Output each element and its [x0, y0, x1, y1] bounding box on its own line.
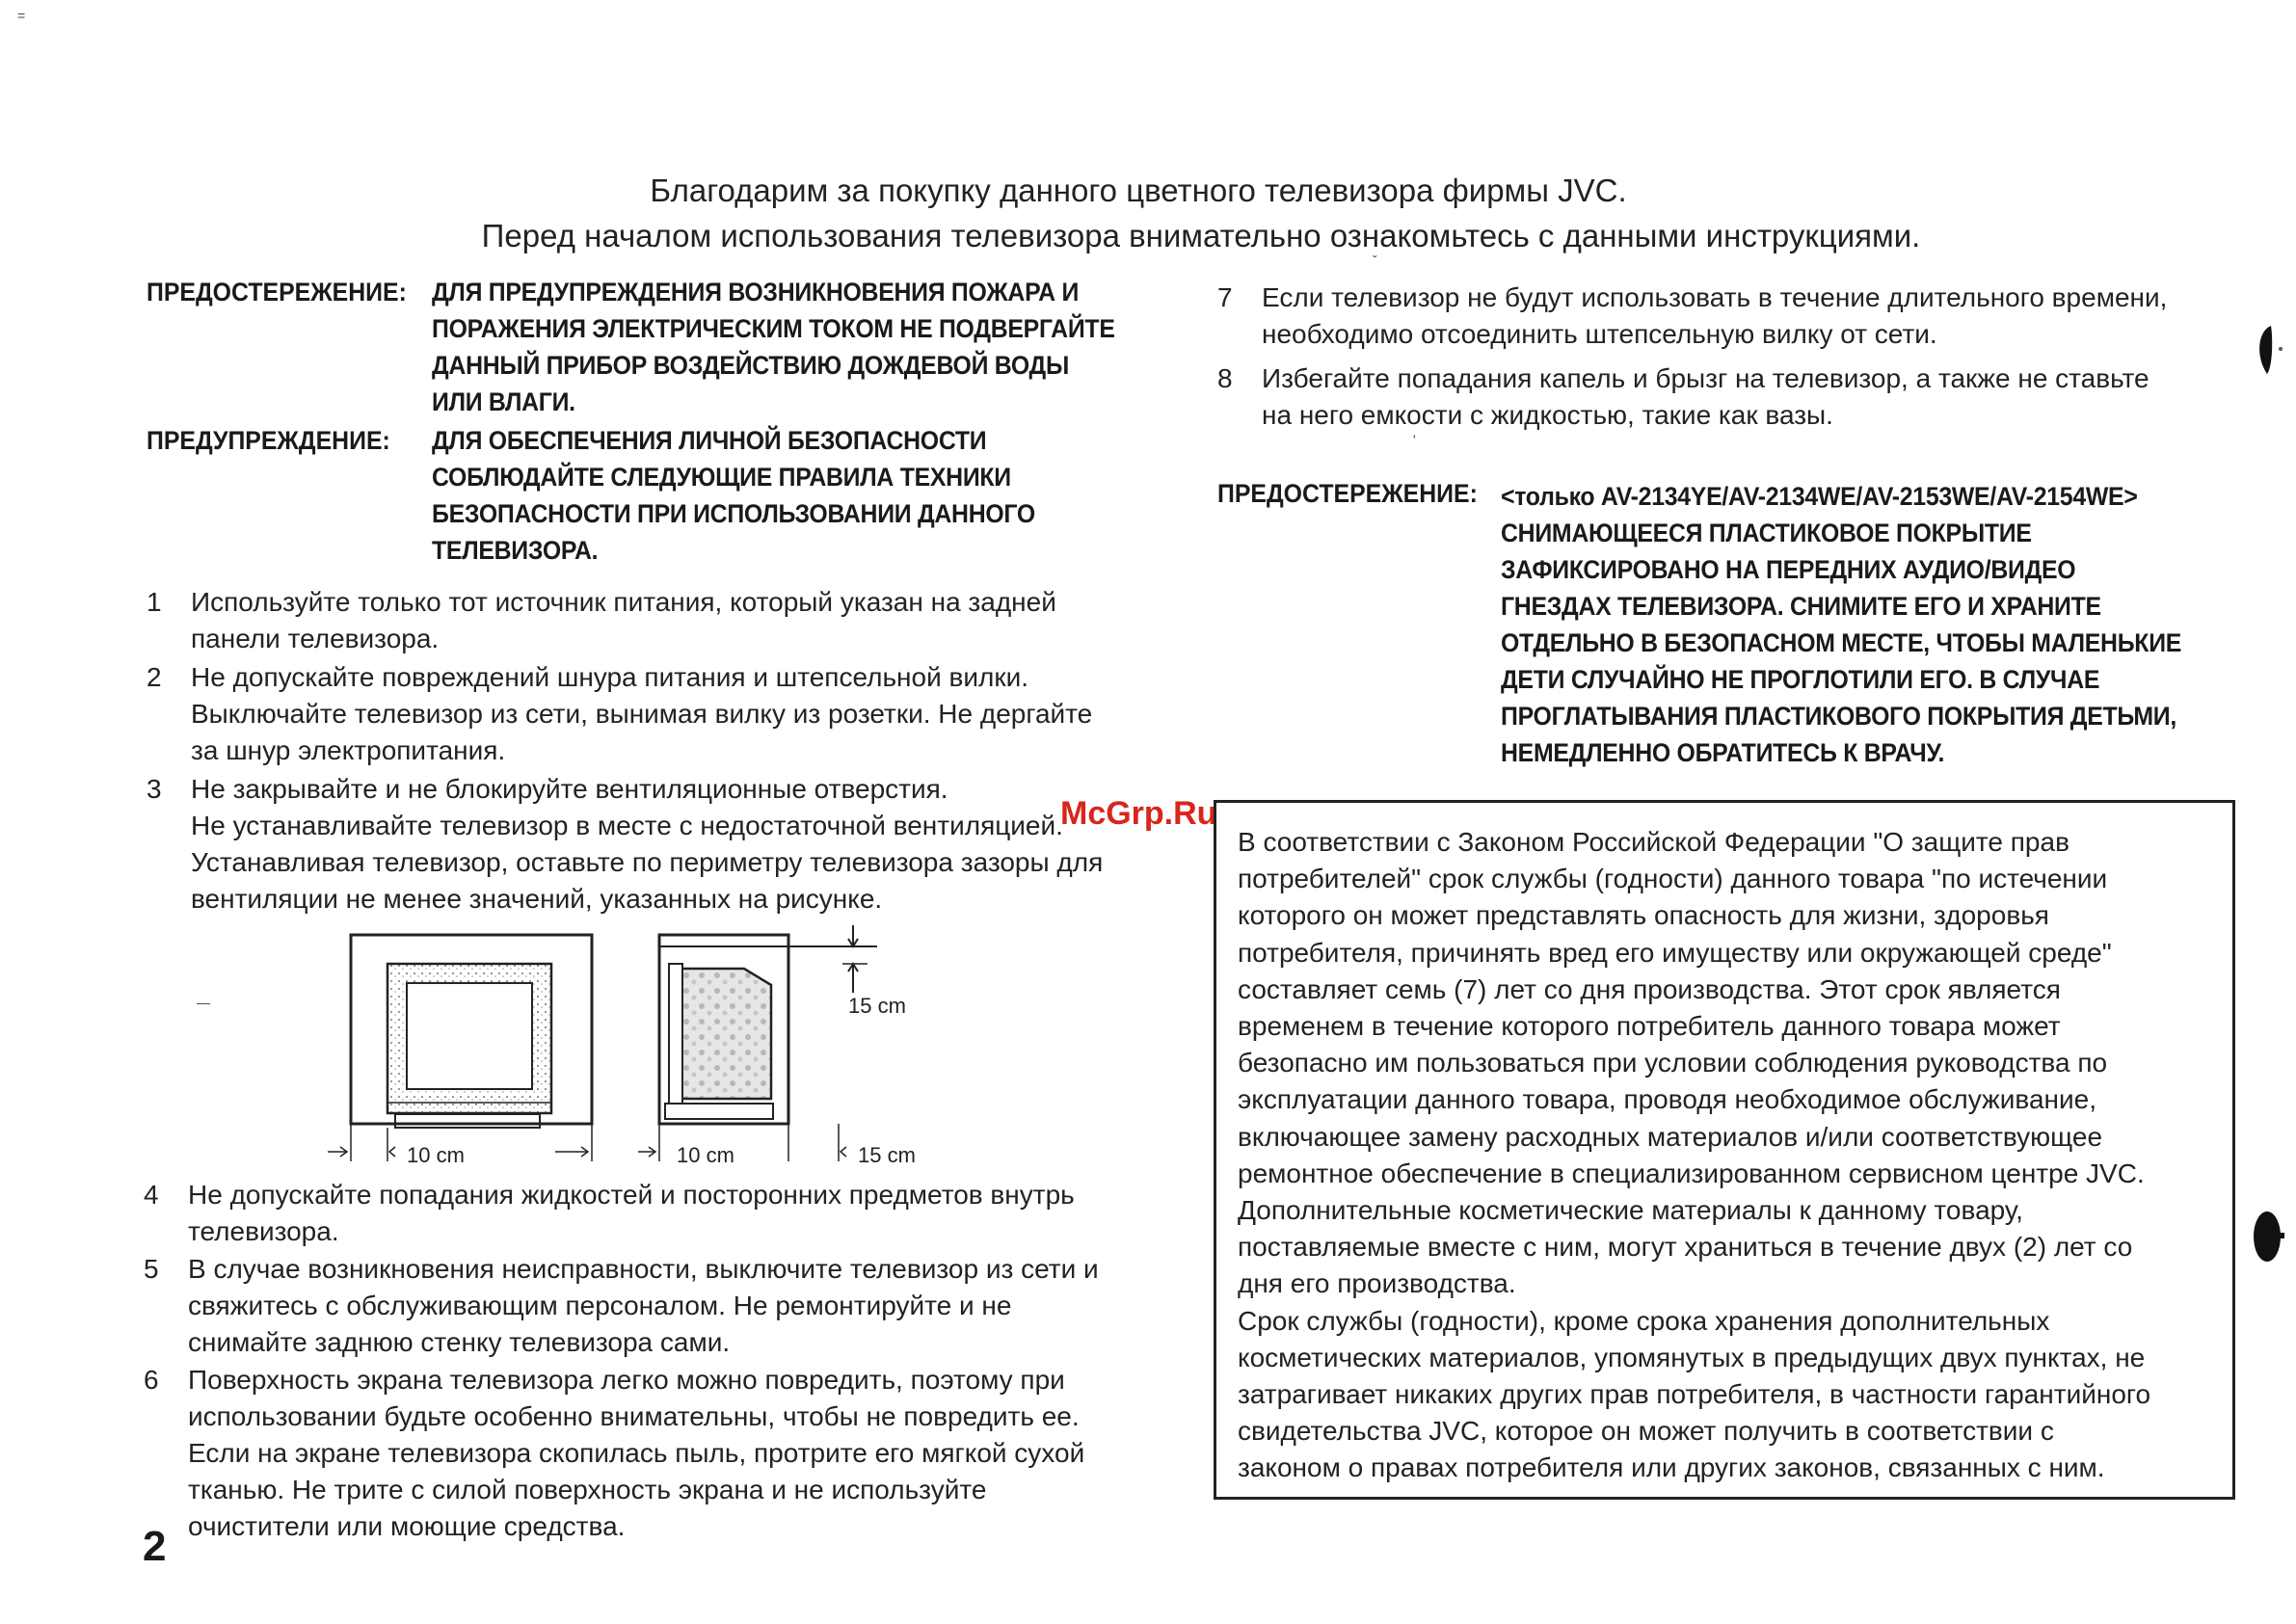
- top-clearance-marker: [842, 925, 868, 993]
- item-line: очистители или моющие средства.: [188, 1511, 626, 1541]
- item-line: использовании будьте особенно внимательны, чтобы не повредить ее.: [188, 1401, 1080, 1431]
- rear-gap-label: 15 cm: [858, 1143, 916, 1167]
- page-number: 2: [143, 1523, 167, 1570]
- caution-text-2: [1501, 478, 2181, 771]
- caution-line: ДЕТИ СЛУЧАЙНО НЕ ПРОГЛОТИЛИ ЕГО. В СЛУЧАЕ: [1501, 665, 2100, 694]
- caution-line: СНИМАЮЩЕЕСЯ ПЛАСТИКОВОЕ ПОКРЫТИЕ: [1501, 519, 2032, 547]
- list-item: [147, 584, 1197, 661]
- stray-mark: —: [197, 995, 210, 1010]
- caution-line: ЗАФИКСИРОВАНО НА ПЕРЕДНИХ АУДИО/ВИДЕО: [1501, 555, 2076, 584]
- legal-notice-box: [1214, 800, 2235, 1500]
- item-line: Не устанавливайте телевизор в месте с недостаточной вентиляцией.: [191, 811, 1063, 840]
- caution-label: ПРЕДОСТЕРЕЖЕНИЕ:: [147, 278, 407, 306]
- warning-line: БЕЗОПАСНОСТИ ПРИ ИСПОЛЬЗОВАНИИ ДАННОГО: [432, 499, 1035, 528]
- caution-label-2: ПРЕДОСТЕРЕЖЕНИЕ:: [1217, 479, 1478, 508]
- caution-models: <только AV-2134YE/AV-2134WE/AV-2153WE/AV-2154WE>: [1501, 482, 2138, 511]
- legal-line: ремонтное обеспечение в специализированном сервисном центре JVC.: [1238, 1158, 2145, 1188]
- legal-line: включающее замену расходных материалов и/или соответствующее: [1238, 1121, 2103, 1152]
- list-item: [1217, 360, 2258, 438]
- scan-speck: ʹ: [1413, 432, 1416, 447]
- item-line: свяжитесь с обслуживающим персоналом. Не ремонтируйте и не: [188, 1291, 1012, 1320]
- legal-line: свидетельства JVC, которое он может получить в соответствии с: [1238, 1416, 2054, 1447]
- item-line: вентиляции не менее значений, указанных на рисунке.: [191, 884, 883, 914]
- corner-mark: =: [17, 8, 26, 23]
- ventilation-diagram: [328, 925, 945, 1176]
- item-line: Избегайте попадания капель и брызг на телевизор, а также не ставьте: [1262, 363, 2149, 393]
- item-line: Если телевизор не будут использовать в течение длительного времени,: [1262, 282, 2168, 312]
- front-side-gap-label: 10 cm: [407, 1143, 465, 1167]
- item-line: Если на экране телевизора скопилась пыль, протрите его мягкой сухой: [188, 1438, 1085, 1468]
- legal-line: временем в течение которого потребитель данного товара может: [1238, 1011, 2061, 1042]
- caution-text: [432, 274, 1115, 420]
- intro-line-2: Перед началом использования телевизора внимательно ознакомьтесь с данными инструкциями.: [481, 218, 1921, 253]
- warning-label: ПРЕДУПРЕЖДЕНИЕ:: [147, 426, 390, 455]
- legal-line: потребителя, причинять вред его имуществу или окружающей среде": [1238, 937, 2112, 968]
- item-line: тканью. Не трите с силой поверхность экрана и не используйте: [188, 1475, 987, 1504]
- item-line: Используйте только тот источник питания, который указан на задней: [191, 587, 1056, 617]
- tv-clearance-illustration: [328, 925, 945, 1176]
- legal-line: безопасно им пользоваться при условии соблюдения руководства по: [1238, 1048, 2108, 1078]
- legal-line: поставляемые вместе с ним, могут храниться в течение двух (2) лет со: [1238, 1232, 2133, 1263]
- item-line: Поверхность экрана телевизора легко можно повредить, поэтому при: [188, 1365, 1065, 1395]
- legal-line: законом о правах потребителя или других законов, связанных с ним.: [1238, 1452, 2105, 1483]
- warning-line: ДЛЯ ОБЕСПЕЧЕНИЯ ЛИЧНОЙ БЕЗОПАСНОСТИ: [432, 426, 987, 455]
- item-number: 2: [147, 662, 162, 692]
- legal-line: эксплуатации данного товара, проводя необходимое обслуживание,: [1238, 1084, 2096, 1115]
- legal-line: В соответствии с Законом Российской Федерации "О защите прав: [1238, 827, 2069, 857]
- list-item: [144, 1362, 1194, 1555]
- tv-front-view: [351, 935, 592, 1128]
- item-line: Не допускайте попадания жидкостей и посторонних предметов внутрь: [188, 1180, 1075, 1210]
- legal-line: косметических материалов, упомянутых в предыдущих двух пунктах, не: [1238, 1342, 2146, 1372]
- scan-speck: ˇ: [1373, 253, 1377, 268]
- item-line: Не закрывайте и не блокируйте вентиляционные отверстия.: [191, 774, 948, 804]
- item-line: Устанавливая телевизор, оставьте по периметру телевизора зазоры для: [191, 847, 1104, 877]
- legal-line: Дополнительные косметические материалы к данному товару,: [1238, 1195, 2023, 1226]
- caution-line: ДАННЫЙ ПРИБОР ВОЗДЕЙСТВИЮ ДОЖДЕВОЙ ВОДЫ: [432, 351, 1070, 380]
- legal-line: затрагивает никаких других прав потребителя, в частности гарантийного: [1238, 1379, 2151, 1410]
- legal-line: которого он может представлять опасность для жизни, здоровья: [1238, 900, 2049, 931]
- caution-line: НЕМЕДЛЕННО ОБРАТИТЕСЬ К ВРАЧУ.: [1501, 738, 1945, 767]
- intro-line-1: Благодарим за покупку данного цветного телевизора фирмы JVC.: [650, 173, 1627, 208]
- caution-line: ПОРАЖЕНИЯ ЭЛЕКТРИЧЕСКИМ ТОКОМ НЕ ПОДВЕРГАЙТЕ: [432, 314, 1115, 343]
- item-number: 7: [1217, 282, 1233, 312]
- item-number: 5: [144, 1254, 159, 1284]
- warning-line: ТЕЛЕВИЗОРА.: [432, 536, 599, 565]
- list-item: [147, 659, 1197, 775]
- caution-line: ОТДЕЛЬНО В БЕЗОПАСНОМ МЕСТЕ, ЧТОБЫ МАЛЕНЬКИЕ: [1501, 628, 2182, 657]
- warning-text: [432, 422, 1035, 569]
- item-line: В случае возникновения неисправности, выключите телевизор из сети и: [188, 1254, 1099, 1284]
- binding-mark-icon: [2246, 1200, 2288, 1273]
- legal-line: дня его производства.: [1238, 1268, 1516, 1299]
- legal-line: составляет семь (7) лет со дня производства. Этот срок является: [1238, 973, 2061, 1004]
- caution-line: ГНЕЗДАХ ТЕЛЕВИЗОРА. СНИМИТЕ ЕГО И ХРАНИТЕ: [1501, 592, 2101, 621]
- warning-line: СОБЛЮДАЙТЕ СЛЕДУЮЩИЕ ПРАВИЛА ТЕХНИКИ: [432, 463, 1011, 492]
- item-number: 4: [144, 1180, 159, 1210]
- item-line: необходимо отсоединить штепсельную вилку от сети.: [1262, 319, 1937, 349]
- list-item: [144, 1251, 1194, 1367]
- list-item: [144, 1177, 1194, 1254]
- watermark: McGrp.Ru: [1060, 795, 1217, 832]
- item-line: панели телевизора.: [191, 624, 440, 653]
- caution-line: ПРОГЛАТЫВАНИЯ ПЛАСТИКОВОГО ПОКРЫТИЯ ДЕТЬМИ,: [1501, 702, 2176, 731]
- item-line: на него емкости с жидкостью, такие как вазы.: [1262, 400, 1833, 430]
- binding-mark-icon: [2252, 318, 2290, 386]
- item-line: телевизора.: [188, 1216, 339, 1246]
- caution-line: ДЛЯ ПРЕДУПРЕЖДЕНИЯ ВОЗНИКНОВЕНИЯ ПОЖАРА И: [432, 278, 1080, 306]
- item-line: снимайте заднюю стенку телевизора сами.: [188, 1327, 731, 1357]
- item-line: Не допускайте повреждений шнура питания и штепсельной вилки.: [191, 662, 1029, 692]
- item-line: за шнур электропитания.: [191, 735, 506, 765]
- legal-line: Срок службы (годности), кроме срока хранения дополнительных: [1238, 1305, 2050, 1336]
- item-number: 3: [147, 774, 162, 804]
- top-gap-label: 15 cm: [848, 994, 906, 1018]
- caution-line: ИЛИ ВЛАГИ.: [432, 387, 575, 416]
- item-number: 6: [144, 1365, 159, 1395]
- list-item: [1217, 280, 2258, 357]
- list-item: [147, 771, 1197, 925]
- side-gap-label: 10 cm: [677, 1143, 734, 1167]
- item-line: Выключайте телевизор из сети, вынимая вилку из розетки. Не дергайте: [191, 699, 1093, 729]
- item-number: 1: [147, 587, 162, 617]
- bottom-clearance-markers: [328, 1124, 846, 1161]
- item-number: 8: [1217, 363, 1233, 393]
- legal-line: потребителей" срок службы (годности) данного товара "по истечении: [1238, 864, 2108, 894]
